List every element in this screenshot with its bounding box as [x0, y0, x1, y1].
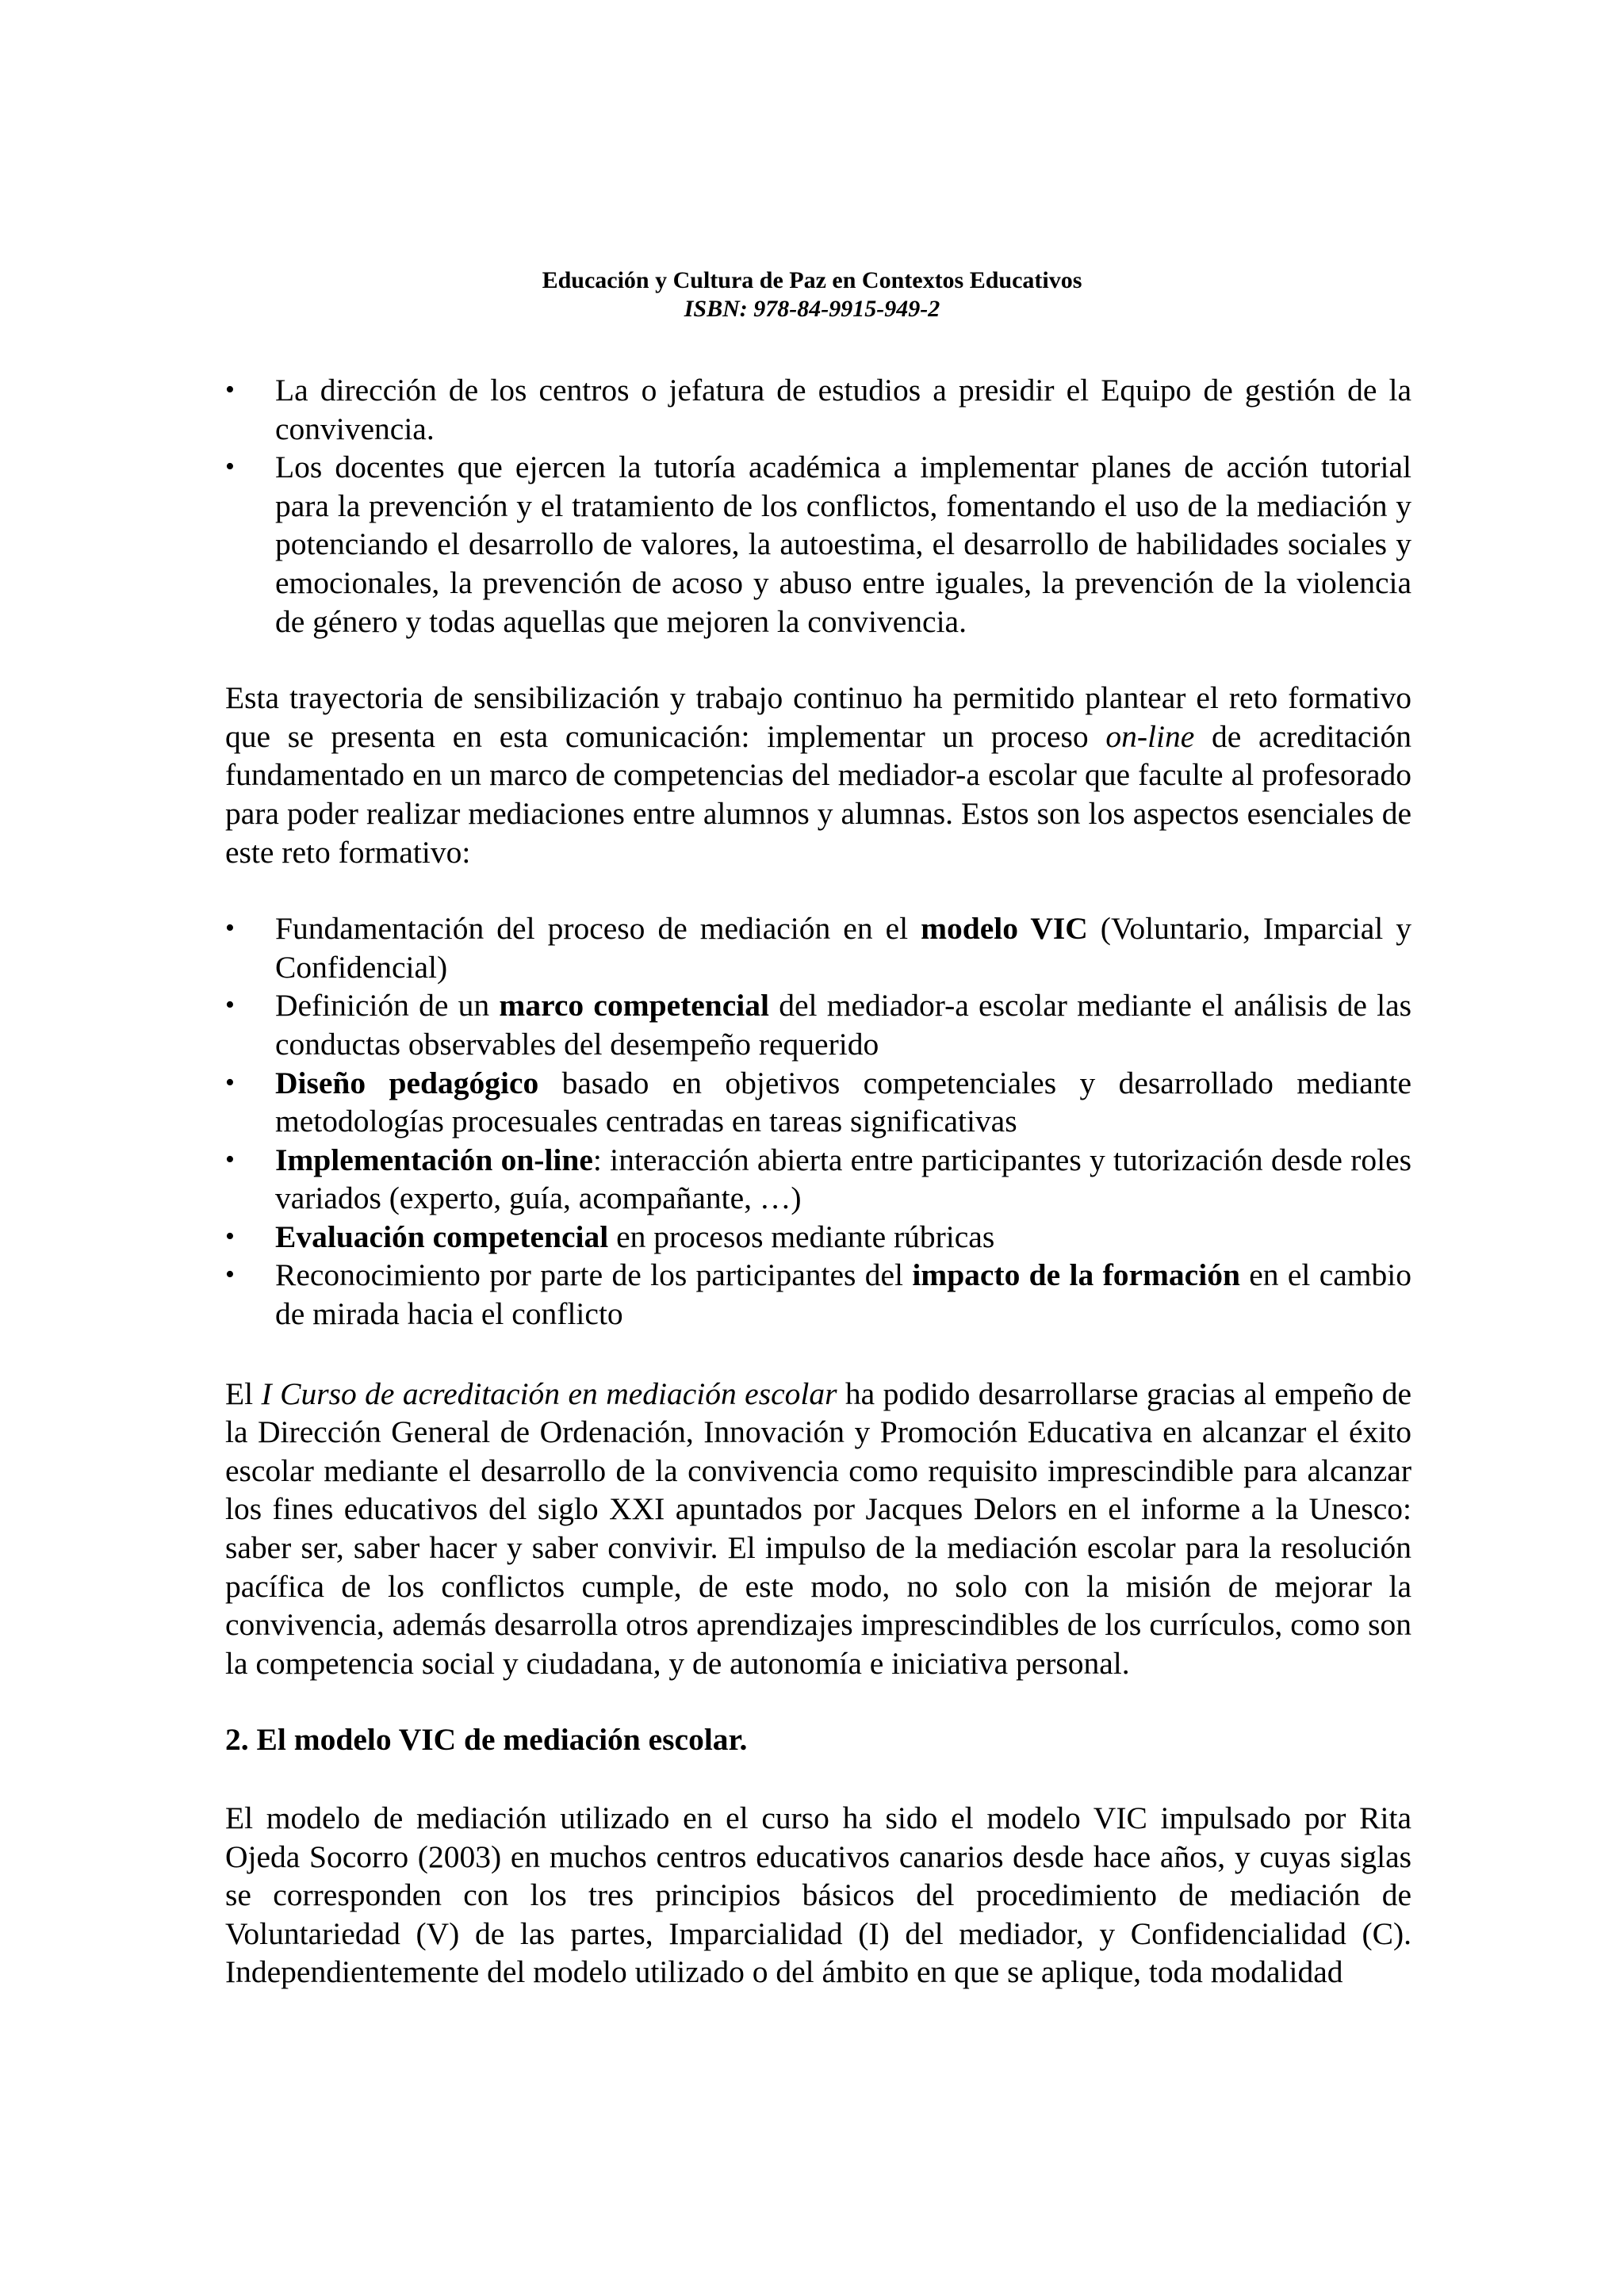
bold-term: modelo VIC — [921, 911, 1088, 947]
paragraph-trayectoria — [225, 679, 1411, 871]
paragraph-curso — [225, 1375, 1411, 1683]
list-item-text: (Voluntario, Imparcial y Confidencial) — [275, 911, 1411, 985]
list-item-text: Los docentes que ejercen la tutoría académica a implementar planes de acción tutorial para la prevención y el tratamiento de los conflictos, fomentando el uso de la mediación y potenciando el desarrollo de valores, la autoestima, el desarrollo de habilidades sociales y emocionales, la prevención de acoso y abuso entre iguales, la prevención de la violencia de género y todas aquellas que mejoren la convivencia. — [275, 450, 1411, 639]
header-title: Educación y Cultura de Paz en Contextos Educativos — [542, 267, 1082, 293]
italic-term: I Curso de acreditación en mediación escolar — [261, 1376, 837, 1411]
bullet-icon: • — [225, 990, 235, 1020]
paragraph-modelo-vic: El modelo de mediación utilizado en el curso ha sido el modelo VIC impulsado por Rita Ojeda Socorro (2003) en muchos centros educativos canarios desde hace años, y cuyas siglas se corresponden con los tres principios básicos del procedimiento de mediación de Voluntariedad (V) de las partes, Imparcialidad (I) del mediador, y Confidencialidad (C). Independientemente del modelo utilizado o del ámbito en que se aplique, toda modalidad — [225, 1800, 1411, 1990]
bold-term: marco competencial — [499, 988, 769, 1024]
bullet-icon: • — [225, 375, 235, 404]
bullet-icon: • — [225, 452, 235, 482]
bullet-icon: • — [225, 1221, 235, 1251]
list-item — [225, 1141, 1411, 1218]
list-item-text: Fundamentación del proceso de mediación en el — [275, 911, 921, 947]
bullet-icon: • — [225, 913, 235, 943]
header-isbn: ISBN: 978-84-9915-949-2 — [684, 296, 940, 322]
bullet-list-aspects — [225, 909, 1411, 1334]
paragraph-text: ha podido desarrollarse gracias al empeño de la Dirección General de Ordenación, Innovación y Promoción Educativa en alcanzar el éxito escolar mediante el desarrollo de la convivencia como requisito imprescindible para alcanzar los fines educativos del siglo XXI apuntados por Jacques Delors en el informe a la Unesco: saber ser, saber hacer y saber convivir. El impulso de la mediación escolar para la resolución pacífica de los conflictos cumple, de este modo, no solo con la misión de mejorar la convivencia, además desarrolla otros aprendizajes imprescindibles de los currículos, como son la competencia social y ciudadana, y de autonomía e iniciativa personal. — [225, 1376, 1411, 1681]
list-item-text: : interacción abierta entre participantes y tutorización desde roles variados (experto, guía, acompañante, …) — [275, 1142, 1411, 1216]
bullet-icon: • — [225, 1260, 235, 1290]
bold-term: Diseño pedagógico — [275, 1065, 539, 1100]
list-item-text: Reconocimiento por parte de los participantes del — [275, 1257, 913, 1293]
list-item — [225, 448, 1411, 641]
list-item-text: en procesos mediante rúbricas — [608, 1219, 995, 1254]
list-item — [225, 909, 1411, 986]
list-item — [225, 1064, 1411, 1141]
bullet-icon: • — [225, 1067, 235, 1097]
bold-term: Evaluación competencial — [275, 1219, 609, 1254]
bold-term: impacto de la formación — [912, 1257, 1240, 1293]
list-item — [225, 1256, 1411, 1333]
italic-term: on-line — [1105, 718, 1195, 754]
list-item-text: basado en objetivos competenciales y desarrollado mediante metodologías procesuales centradas en tareas significativas — [275, 1065, 1411, 1139]
page-body — [225, 371, 1411, 1992]
bullet-icon: • — [225, 1144, 235, 1174]
list-item-text: La dirección de los centros o jefatura de estudios a presidir el Equipo de gestión de la convivencia. — [275, 373, 1411, 446]
list-item — [225, 1218, 1411, 1257]
list-item — [225, 371, 1411, 448]
paragraph-text: El — [225, 1376, 262, 1411]
running-header — [0, 266, 1624, 323]
bold-term: Implementación on-line — [275, 1142, 593, 1177]
list-item-text: en el cambio de mirada hacia el conflicto — [275, 1257, 1412, 1332]
paragraph-text: de acreditación fundamentado en un marco de competencias del mediador-a escolar que faculte al profesorado para poder realizar mediaciones entre alumnos y alumnas. Estos son los aspectos esenciales de este reto formativo: — [225, 718, 1411, 870]
list-item-text: del mediador-a escolar mediante el análisis de las conductas observables del desempeño requerido — [275, 988, 1411, 1062]
section-heading: 2. El modelo VIC de mediación escolar. — [225, 1722, 748, 1758]
list-item-text: Definición de un — [275, 988, 500, 1024]
bullet-list-responsibilities — [225, 371, 1411, 641]
paragraph-text: Esta trayectoria de sensibilización y trabajo continuo ha permitido plantear el reto formativo que se presenta en esta comunicación: implementar un proceso — [225, 680, 1411, 754]
list-item — [225, 986, 1411, 1063]
